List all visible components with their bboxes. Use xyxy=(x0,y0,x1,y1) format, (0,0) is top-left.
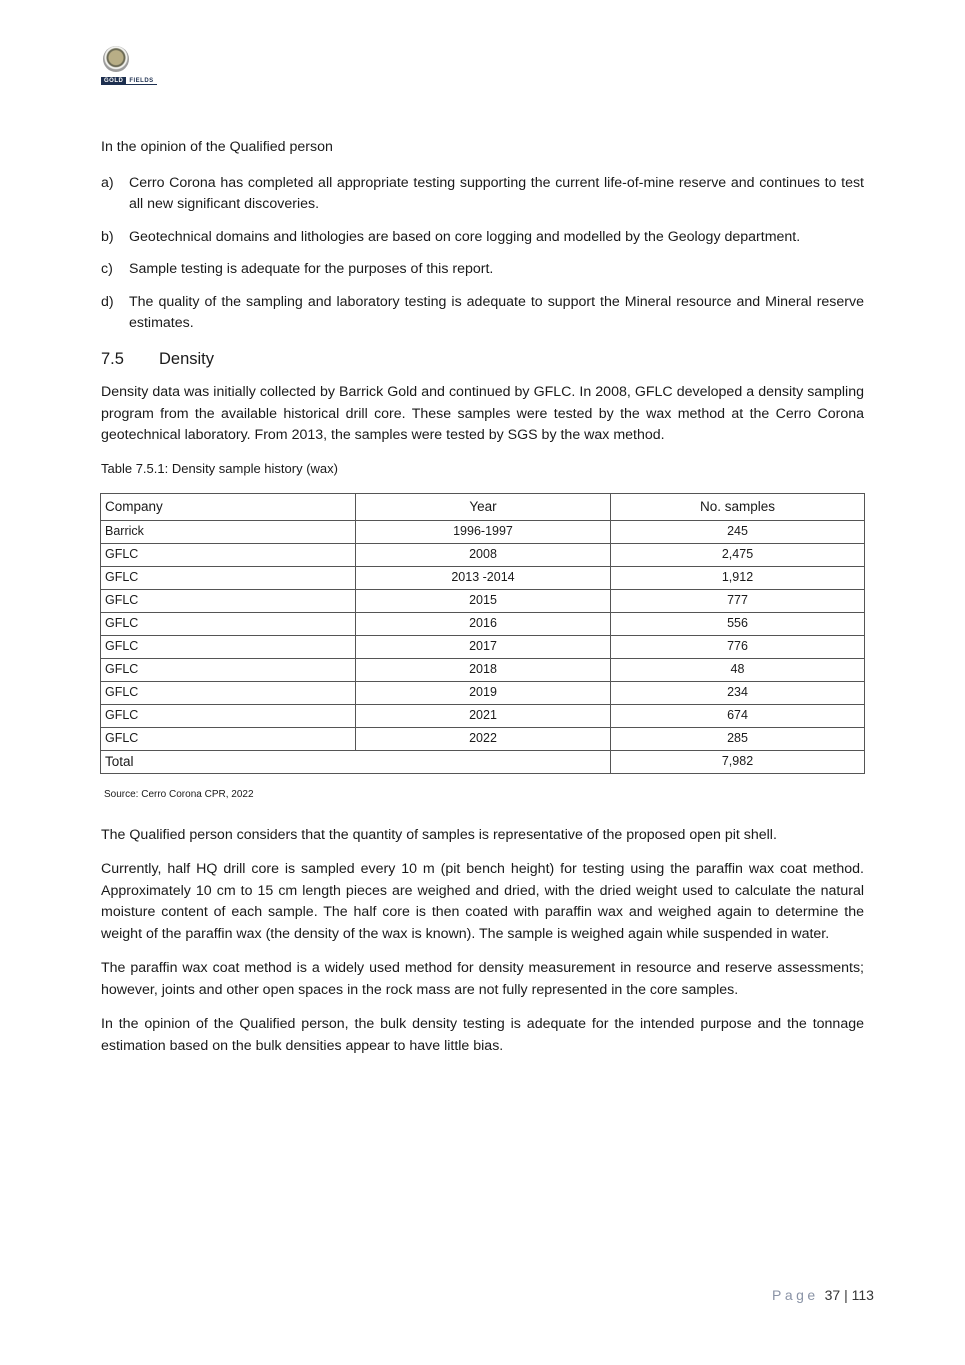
list-marker: a) xyxy=(101,174,114,191)
section-number: 7.5 xyxy=(101,349,124,368)
table-row xyxy=(101,659,865,682)
page-word: Page xyxy=(772,1287,819,1303)
intro-text: In the opinion of the Qualified person xyxy=(101,139,333,155)
table-caption: Table 7.5.1: Density sample history (wax) xyxy=(101,460,338,476)
table-row xyxy=(101,590,865,613)
cell-samples: 556 xyxy=(611,613,865,636)
list-marker: c) xyxy=(101,261,113,277)
method-paragraph: Currently, half HQ drill core is sampled every 10 m (pit bench height) for testing using the paraffin wax coat method. Approximately 10 cm to 15 cm length pieces are weighed and dried, with the dried weight used to calculate the natural moisture content of each sample. The half core is then coated with paraffin wax and weighed again to determine the weight of the paraffin wax (the density of the wax is known). The sample is weighed again while suspended in water. xyxy=(101,861,864,942)
table-row xyxy=(101,636,865,659)
page-footer xyxy=(772,1287,874,1303)
cell-company: GFLC xyxy=(101,567,356,590)
column-header-year: Year xyxy=(356,494,611,521)
table-row xyxy=(101,613,865,636)
cell-samples: 245 xyxy=(611,521,865,544)
gold-fields-crest-icon xyxy=(103,46,129,72)
cell-company: GFLC xyxy=(101,590,356,613)
table-header-row xyxy=(101,494,865,521)
section-heading xyxy=(101,349,864,371)
list-text: Sample testing is adequate for the purposes of this report. xyxy=(129,261,494,277)
cell-company: GFLC xyxy=(101,544,356,567)
table-total-row xyxy=(101,751,865,774)
list-item xyxy=(101,259,864,281)
logo-word-fields: FIELDS xyxy=(126,77,156,85)
cell-company: GFLC xyxy=(101,613,356,636)
cell-year: 1996-1997 xyxy=(356,521,611,544)
table-row xyxy=(101,705,865,728)
page-separator: | xyxy=(844,1287,848,1303)
cell-samples: 48 xyxy=(611,659,865,682)
column-header-samples: No. samples xyxy=(611,494,865,521)
total-value: 7,982 xyxy=(611,751,865,774)
cell-company: GFLC xyxy=(101,728,356,751)
cell-company: GFLC xyxy=(101,636,356,659)
density-paragraph: Density data was initially collected by Barrick Gold and continued by GFLC. In 2008, GFLC developed a density sampling program from the available historical drill core. These samples were tested by the wax method at the Cerro Corona geotechnical laboratory. From 2013, the samples were tested by SGS by the wax method. xyxy=(101,384,864,443)
section-title: Density xyxy=(159,349,215,368)
cell-year: 2019 xyxy=(356,682,611,705)
cell-year: 2017 xyxy=(356,636,611,659)
table-row xyxy=(101,567,865,590)
list-text: Geotechnical domains and lithologies are based on core logging and modelled by the Geology department. xyxy=(129,228,801,245)
list-text: The quality of the sampling and laboratory testing is adequate to support the Mineral resource and Mineral reserve estimates. xyxy=(129,293,864,331)
representative-paragraph: The Qualified person considers that the quantity of samples is representative of the proposed open pit shell. xyxy=(101,826,777,843)
company-logo xyxy=(101,46,167,88)
list-item xyxy=(101,173,864,216)
table-source: Source: Cerro Corona CPR, 2022 xyxy=(104,789,254,800)
list-marker: d) xyxy=(101,293,114,310)
cell-samples: 2,475 xyxy=(611,544,865,567)
density-table xyxy=(100,493,865,774)
cell-year: 2018 xyxy=(356,659,611,682)
cell-company: GFLC xyxy=(101,705,356,728)
logo-word-gold: GOLD xyxy=(101,77,126,85)
cell-samples: 777 xyxy=(611,590,865,613)
cell-year: 2021 xyxy=(356,705,611,728)
cell-samples: 234 xyxy=(611,682,865,705)
cell-company: Barrick xyxy=(101,521,356,544)
page-current: 37 xyxy=(824,1287,841,1303)
cell-samples: 285 xyxy=(611,728,865,751)
table-row xyxy=(101,521,865,544)
total-label: Total xyxy=(101,751,611,774)
page-total: 113 xyxy=(851,1287,874,1303)
cell-year: 2008 xyxy=(356,544,611,567)
cell-year: 2016 xyxy=(356,613,611,636)
opinion-list xyxy=(101,173,864,335)
list-text: Cerro Corona has completed all appropriate testing supporting the current life-of-mine reserve and continues to test all new significant discoveries. xyxy=(129,174,864,212)
list-item xyxy=(101,292,864,335)
column-header-company: Company xyxy=(101,494,356,521)
list-marker: b) xyxy=(101,228,114,245)
cell-year: 2022 xyxy=(356,728,611,751)
assessment-paragraph: The paraffin wax coat method is a widely used method for density measurement in resource and reserve assessments; however, joints and other open spaces in the rock mass are not fully represented in the core samples. xyxy=(101,960,864,998)
conclusion-paragraph: In the opinion of the Qualified person, the bulk density testing is adequate for the intended purpose and the tonnage estimation based on the bulk densities appear to have little bias. xyxy=(101,1016,864,1054)
table-row xyxy=(101,544,865,567)
cell-year: 2013 -2014 xyxy=(356,567,611,590)
cell-samples: 674 xyxy=(611,705,865,728)
cell-samples: 1,912 xyxy=(611,567,865,590)
cell-company: GFLC xyxy=(101,682,356,705)
cell-year: 2015 xyxy=(356,590,611,613)
cell-company: GFLC xyxy=(101,659,356,682)
table-row xyxy=(101,682,865,705)
table-row xyxy=(101,728,865,751)
cell-samples: 776 xyxy=(611,636,865,659)
list-item xyxy=(101,227,864,249)
document-body xyxy=(101,137,864,1070)
